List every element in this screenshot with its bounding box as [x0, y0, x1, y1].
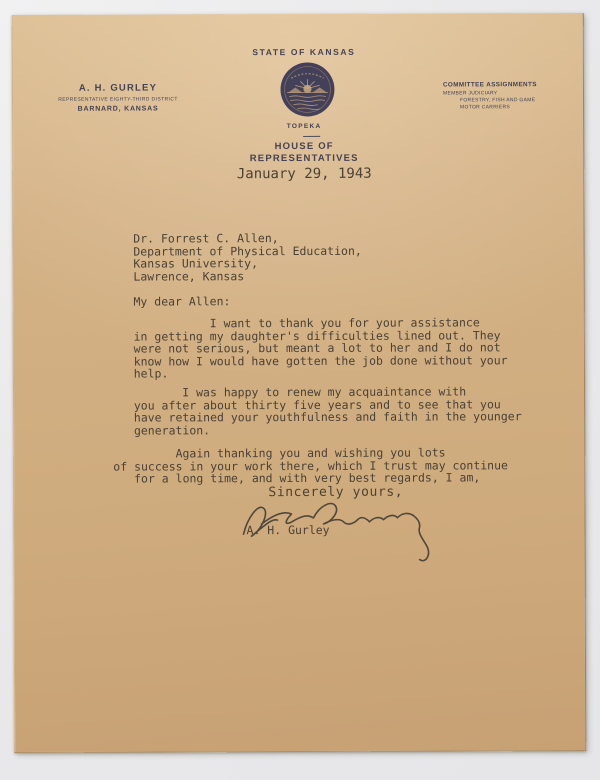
member-name: A. H. GURLEY: [78, 82, 158, 94]
letterhead-chamber-line2: REPRESENTATIVES: [249, 152, 359, 165]
member-district-title: REPRESENTATIVE EIGHTY-THIRD DISTRICT: [58, 96, 178, 103]
committee-assignments-heading: COMMITTEE ASSIGNMENTS: [442, 81, 537, 89]
letterhead-member-block: [28, 82, 208, 113]
typed-signature-name: A. H. Gurley: [246, 522, 330, 538]
letterhead-city: TOPEKA: [286, 122, 322, 131]
committee-line-judiciary: MEMBER JUDICIARY: [442, 90, 498, 97]
closing-line: Sincerely yours,: [268, 484, 404, 501]
letterhead-committees-block: [443, 81, 537, 110]
kansas-state-seal-icon: [279, 61, 336, 118]
body-paragraph-2: I was happy to renew my acquaintance with you after about thirty five years and to see that you have retained your youthfulness and faith in the younger generation.: [113, 384, 522, 438]
recipient-address: Dr. Forrest C. Allen, Department of Physical Education, Kansas University, Lawrence, Kansas: [112, 231, 362, 284]
letter-paper: [12, 13, 587, 753]
committee-line-forestry: FORESTRY, FISH AND GAME: [460, 97, 536, 104]
letterhead-chamber-line1: HOUSE OF: [274, 140, 334, 153]
body-paragraph-1: I want to thank you for your assistance in getting my daughter's difficulties lined out. They were not serious, but meant a lot to her and I do not know how I would have gotten the job done without your help.: [112, 315, 508, 382]
salutation: My dear Allen:: [112, 294, 231, 309]
letter-date: January 29, 1943: [236, 165, 372, 183]
letterhead-state-title: STATE OF KANSAS: [252, 46, 356, 58]
handwritten-signature: [227, 489, 447, 590]
letterhead-divider: [303, 136, 320, 137]
body-paragraph-3: Again thanking you and wishing you lots of success in your work there, which I trust may continue for a long time, and with very best regards, I am,: [113, 445, 508, 486]
committee-line-motor-carriers: MOTOR CARRIERS: [460, 104, 511, 111]
member-hometown: BARNARD, KANSAS: [77, 105, 159, 113]
